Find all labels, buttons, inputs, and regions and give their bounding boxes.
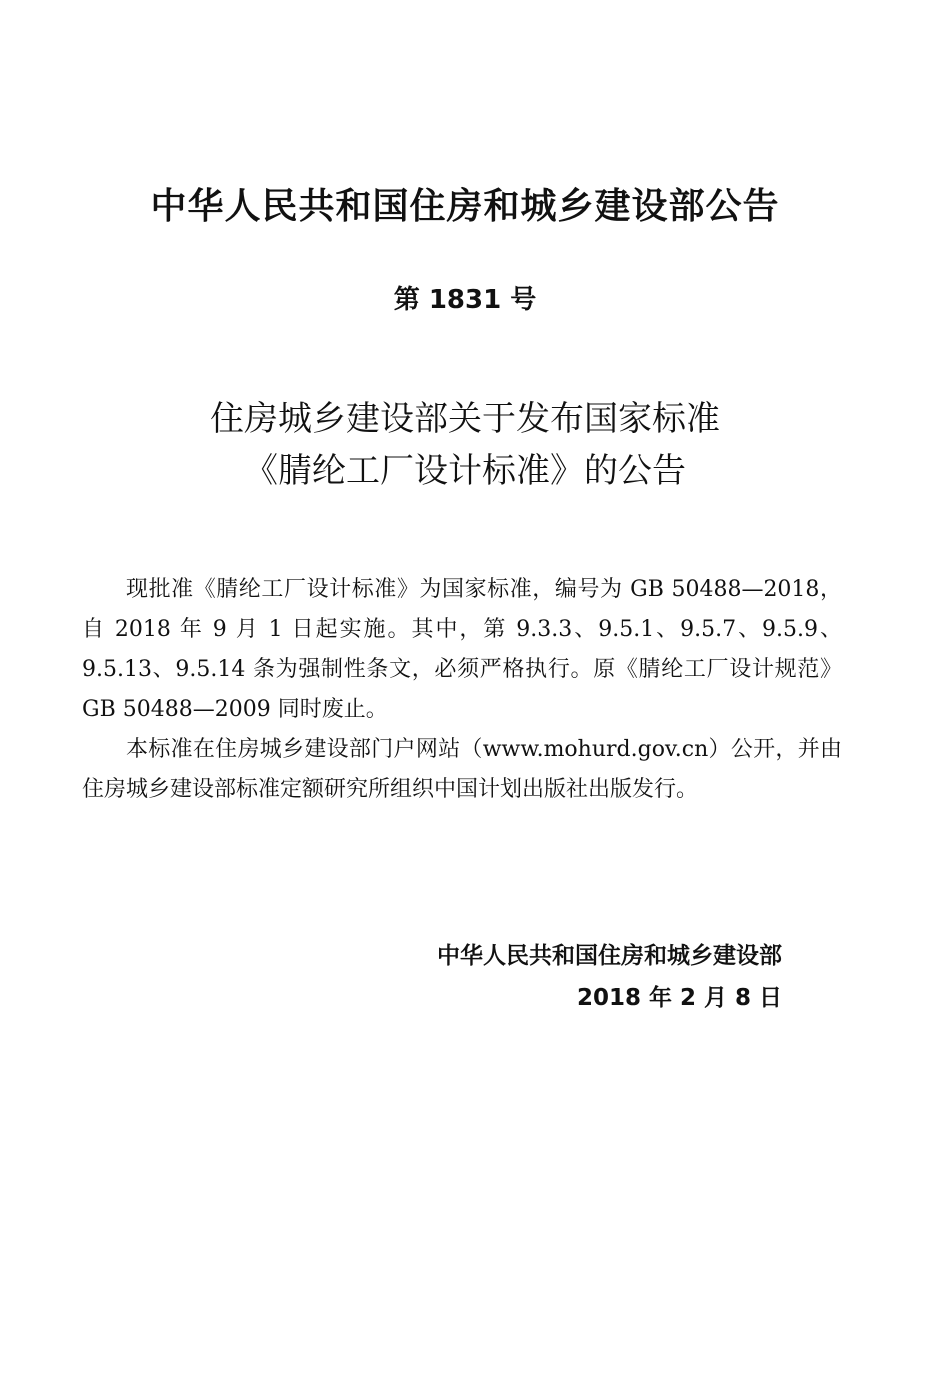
body-paragraph-2-block [82,730,842,810]
signature-date: 2018 年 2 月 8 日 [576,985,782,1011]
body-paragraph-1-block [82,570,842,730]
announcement-number: 第 1831 号 [393,285,537,315]
body-paragraph-1: 现批准《腈纶工厂设计标准》为国家标准，编号为 GB 50488—2018，自 2018 年 9 月 1 日起实施。其中，第 9.3.3、9.5.1、9.5.7、9.5.9、9.5.13、9.5.14 条为强制性条文，必须严格执行。原《腈纶工厂设计规范》GB 50488—2009 同时废止。 [82,577,842,722]
subject-line-1: 住房城乡建设部关于发布国家标准 [210,399,720,439]
body-paragraph-2: 本标准在住房城乡建设部门户网站（www.mohurd.gov.cn）公开，并由住房城乡建设部标准定额研究所组织中国计划出版社出版发行。 [82,737,842,802]
subject-line-2: 《腈纶工厂设计标准》的公告 [244,451,686,491]
issuer-heading: 中华人民共和国住房和城乡建设部公告 [150,186,780,227]
signature-organization: 中华人民共和国住房和城乡建设部 [437,943,782,969]
